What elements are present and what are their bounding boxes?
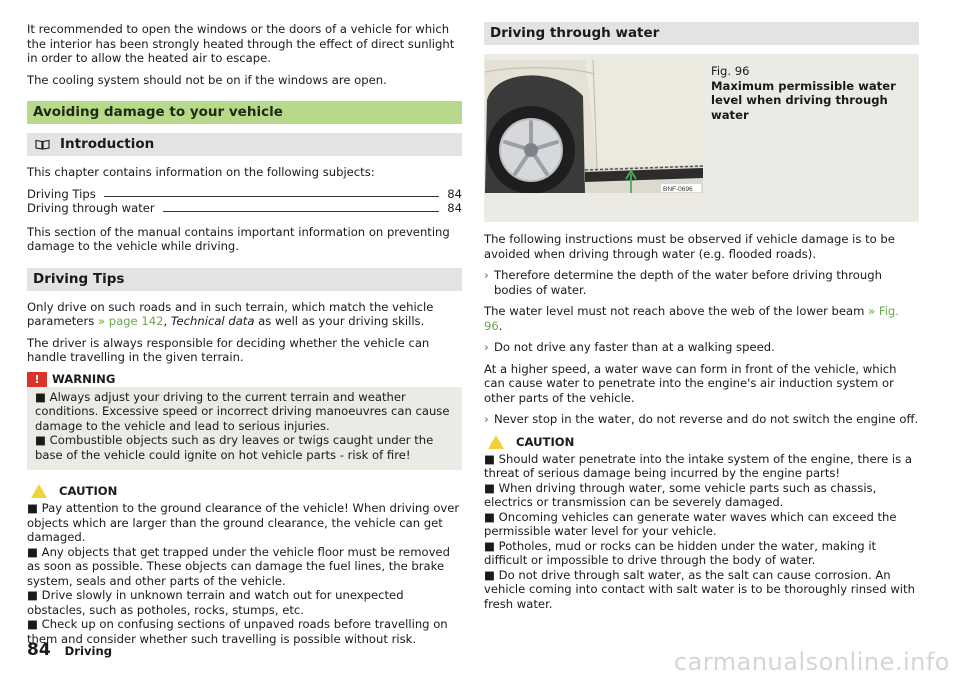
caution-label: CAUTION xyxy=(516,434,575,449)
tips-paragraph-2: The driver is always responsible for deciding whether the vehicle can handle travelling in the given terrain. xyxy=(27,335,430,364)
toc-list xyxy=(27,187,462,216)
section-heading-avoiding-damage: Avoiding damage to your vehicle xyxy=(27,101,462,124)
caution-item: ■ Oncoming vehicles can generate water waves which can exceed the permissible water level for your vehicle. xyxy=(484,509,897,538)
intro-paragraph-1: It recommended to open the windows or the doors of a vehicle for which the interior has been strongly heated through the effect of direct sunlight in order to allow the heated air to escape. xyxy=(27,22,455,65)
figure-link[interactable]: » Fig. 96 xyxy=(484,304,899,333)
instruction-bullet xyxy=(484,340,919,355)
toc-label: Driving Tips xyxy=(27,186,96,201)
watermark: carmanualsonline.info xyxy=(673,648,950,676)
toc-item-driving-through-water[interactable] xyxy=(27,201,462,216)
introduction-title: Introduction xyxy=(60,136,155,152)
section-info-text: This section of the manual contains important information on preventing damage to the vehicle while driving. xyxy=(27,224,450,253)
tips-text: as well as your driving skills. xyxy=(254,314,425,328)
figure-code: BNF-0696 xyxy=(663,186,693,193)
toc-page: 84 xyxy=(447,201,462,215)
left-column xyxy=(27,22,462,646)
toc-page: 84 xyxy=(447,186,462,201)
caution-item: ■ Should water penetrate into the intake system of the engine, there is a threat of serious damage being incurred by the engine parts! xyxy=(484,451,912,480)
warning-item: ■ Always adjust your driving to the current terrain and weather conditions. Excessive speed or incorrect driving manoeuvres can cause damage to the vehicle and lead to serious injuries. xyxy=(35,389,450,433)
toc-label: Driving through water xyxy=(27,201,155,215)
figure-caption-text: Maximum permissible water level when driving through water xyxy=(711,78,896,122)
warning-header xyxy=(27,372,462,387)
tips-paragraph-1 xyxy=(27,300,462,329)
warning-label: WARNING xyxy=(47,372,462,387)
subheading-introduction xyxy=(27,133,462,156)
chevron-right-icon: › xyxy=(484,268,489,282)
toc-item-driving-tips[interactable] xyxy=(27,187,462,202)
water-text: . xyxy=(498,318,503,333)
caution-item: ■ Potholes, mud or rocks can be hidden under the water, making it difficult or impossible to drive through the body of water. xyxy=(484,538,877,567)
caution-header xyxy=(484,435,919,449)
caution-header xyxy=(27,484,462,498)
book-icon xyxy=(35,139,50,150)
instruction-text: Therefore determine the depth of the water before driving through bodies of water. xyxy=(494,268,882,297)
technical-data-ref: Technical data xyxy=(170,314,255,328)
instruction-bullet xyxy=(484,268,919,297)
warning-item: ■ Combustible objects such as dry leaves or twigs caught under the base of the vehicle could ignite on hot vehicle parts - risk of fire! xyxy=(35,433,434,462)
warning-icon: ! xyxy=(27,372,47,387)
figure-box xyxy=(484,54,919,222)
toc-leader xyxy=(163,211,440,212)
tips-text: , xyxy=(163,314,171,328)
caution-item: ■ Do not drive through salt water, as the salt can cause corrosion. An vehicle coming into contact with salt water is to be thoroughly rinsed with fresh water. xyxy=(484,567,915,611)
right-column xyxy=(484,22,919,611)
caution-label: CAUTION xyxy=(59,484,118,498)
caution-item: ■ Any objects that get trapped under the vehicle floor must be removed as soon as possible. These objects can damage the fuel lines, the brake system, seals and other parts of the vehicle. xyxy=(27,544,450,588)
water-paragraph-1: The following instructions must be observed if vehicle damage is to be avoided when driving through water (e.g. flooded roads). xyxy=(484,232,895,261)
water-text: The water level must not reach above the web of the lower beam xyxy=(484,304,869,318)
intro-paragraph-2: The cooling system should not be on if the windows are open. xyxy=(27,72,387,87)
caution-item: ■ Drive slowly in unknown terrain and watch out for unexpected obstacles, such as potholes, rocks, stumps, etc. xyxy=(27,588,404,617)
page-link[interactable]: » page 142 xyxy=(97,314,164,328)
instruction-text: Never stop in the water, do not reverse and do not switch the engine off. xyxy=(494,412,919,426)
tips-text: Only drive on such roads and in such terrain, which match the vehicle parameters xyxy=(27,299,434,328)
chapter-name: Driving xyxy=(64,644,113,658)
caution-list xyxy=(27,501,462,646)
chevron-right-icon: › xyxy=(484,412,489,426)
caution-icon xyxy=(488,435,504,449)
subheading-driving-through-water: Driving through water xyxy=(484,22,919,45)
wheel-water-level-figure xyxy=(485,60,703,193)
subheading-driving-tips: Driving Tips xyxy=(27,268,462,291)
caution-item: ■ Pay attention to the ground clearance of the vehicle! When driving over objects which are larger than the ground clearance, the vehicle can get damaged. xyxy=(27,501,460,544)
water-paragraph-3: At a higher speed, a water wave can form in front of the vehicle, which can cause water to penetrate into the engine's air induction system or other parts of the vehicle. xyxy=(484,361,897,405)
figure-number: Fig. 96 xyxy=(711,64,750,78)
page-number: 84 xyxy=(27,640,51,660)
page-footer xyxy=(27,640,112,660)
chevron-right-icon: › xyxy=(484,340,489,354)
caution-icon xyxy=(31,484,47,498)
figure-caption xyxy=(711,64,896,222)
instruction-bullet xyxy=(484,412,919,427)
car-wheel-illustration xyxy=(485,60,703,193)
toc-leader xyxy=(104,196,439,197)
warning-box xyxy=(27,372,462,471)
caution-item: ■ Check up on confusing sections of unpaved roads before travelling on them and consider whether such travelling is possible without risk. xyxy=(27,617,448,646)
caution-list xyxy=(484,452,919,612)
water-paragraph-2 xyxy=(484,304,919,333)
caution-item: ■ When driving through water, some vehicle parts such as chassis, electrics or transmission can be severely damaged. xyxy=(484,480,877,509)
instruction-text: Do not drive any faster than at a walking speed. xyxy=(494,340,775,354)
chapter-contains-text: This chapter contains information on the following subjects: xyxy=(27,165,375,179)
